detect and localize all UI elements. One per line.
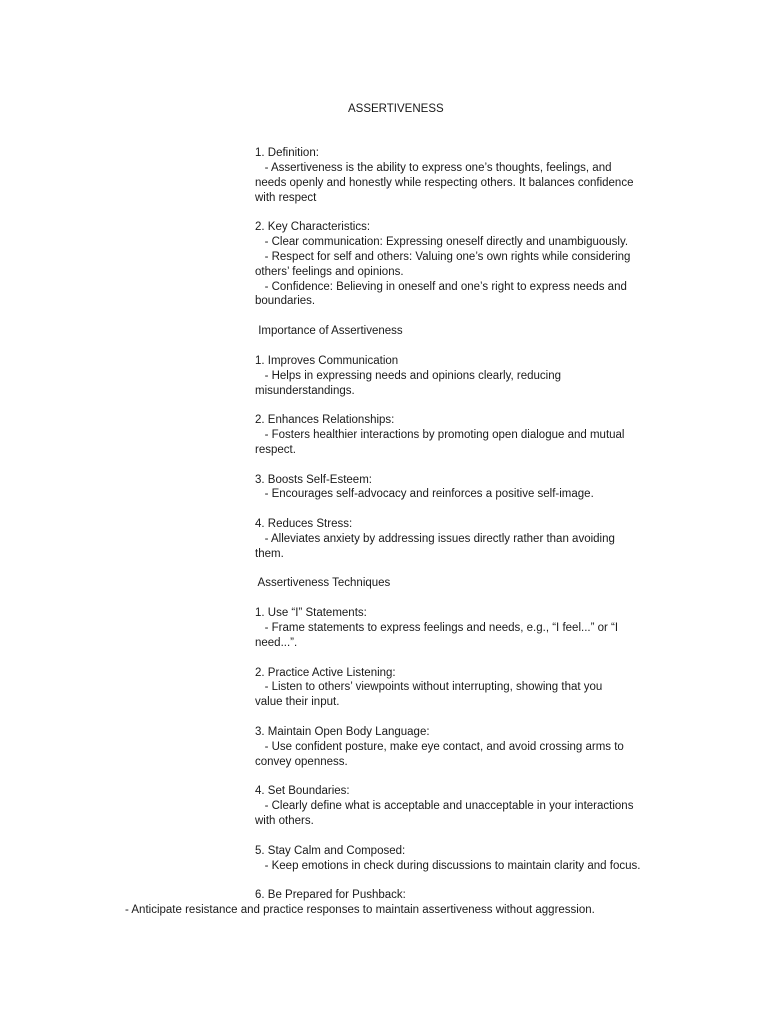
document-line: needs openly and honestly while respecting others. It balances confidence xyxy=(255,176,634,189)
document-line: - Helps in expressing needs and opinions clearly, reducing xyxy=(255,369,561,382)
document-line: - Clear communication: Expressing oneself directly and unambiguously. xyxy=(255,236,629,249)
document-line: 4. Reduces Stress: xyxy=(255,518,353,531)
document-line: convey openness. xyxy=(255,755,348,768)
document-line: 5. Stay Calm and Composed: xyxy=(255,844,406,857)
document-line: with respect xyxy=(255,191,317,204)
document-line xyxy=(255,710,650,725)
document-line: - Fosters healthier interactions by promoting open dialogue and mutual xyxy=(255,429,625,442)
document-line: 3. Maintain Open Body Language: xyxy=(255,725,430,738)
document-line: need...”. xyxy=(255,636,298,649)
document-line: - Clearly define what is acceptable and unacceptable in your interactions xyxy=(255,800,634,813)
document-line xyxy=(255,591,650,606)
document-line xyxy=(255,873,650,888)
document-line xyxy=(255,309,650,324)
document-line: 1. Definition: xyxy=(255,147,319,159)
document-line xyxy=(255,769,650,784)
document-line: - Confidence: Believing in oneself and one’s right to express needs and xyxy=(255,280,627,293)
document-last-line: - Anticipate resistance and practice responses to maintain assertiveness without aggression. xyxy=(125,904,595,916)
document-line: - Respect for self and others: Valuing one’s own rights while considering xyxy=(255,250,631,263)
document-line: - Keep emotions in check during discussions to maintain clarity and focus. xyxy=(255,859,641,872)
document-line: misunderstandings. xyxy=(255,384,355,397)
document-line xyxy=(255,651,650,666)
document-line: 6. Be Prepared for Pushback: xyxy=(255,889,406,902)
document-line: Importance of Assertiveness xyxy=(255,325,403,338)
document-line: boundaries. xyxy=(255,295,316,308)
document-line: 4. Set Boundaries: xyxy=(255,785,350,798)
document-line: 2. Enhances Relationships: xyxy=(255,414,395,427)
document-line xyxy=(255,502,650,517)
document-line: 2. Key Characteristics: xyxy=(255,221,371,234)
document-line: others’ feelings and opinions. xyxy=(255,265,404,278)
document-line xyxy=(255,339,650,354)
document-line: 1. Improves Communication xyxy=(255,354,399,367)
document-line xyxy=(255,205,650,220)
document-line: 3. Boosts Self-Esteem: xyxy=(255,473,372,486)
document-line: - Assertiveness is the ability to express one’s thoughts, feelings, and xyxy=(255,161,612,174)
document-line: Assertiveness Techniques xyxy=(255,577,391,590)
document-line: 1. Use “I” Statements: xyxy=(255,607,367,620)
document-line: - Frame statements to express feelings and needs, e.g., “I feel...” or “I xyxy=(255,622,619,634)
document-title: ASSERTIVENESS xyxy=(348,103,444,115)
document-line: - Listen to others’ viewpoints without interrupting, showing that you xyxy=(255,681,603,694)
document-line: - Alleviates anxiety by addressing issues directly rather than avoiding xyxy=(255,532,615,545)
document-line: with others. xyxy=(255,814,314,827)
document-line xyxy=(255,829,650,844)
document-line: value their input. xyxy=(255,696,340,709)
document-line xyxy=(255,458,650,473)
document-line: respect. xyxy=(255,443,296,456)
document-line xyxy=(255,398,650,413)
document-line: - Use confident posture, make eye contact, and avoid crossing arms to xyxy=(255,740,624,753)
document-line: 2. Practice Active Listening: xyxy=(255,666,396,679)
document-line: them. xyxy=(255,547,284,560)
document-body xyxy=(255,146,650,903)
document-line xyxy=(255,562,650,577)
document-line: - Encourages self-advocacy and reinforces a positive self-image. xyxy=(255,488,594,501)
